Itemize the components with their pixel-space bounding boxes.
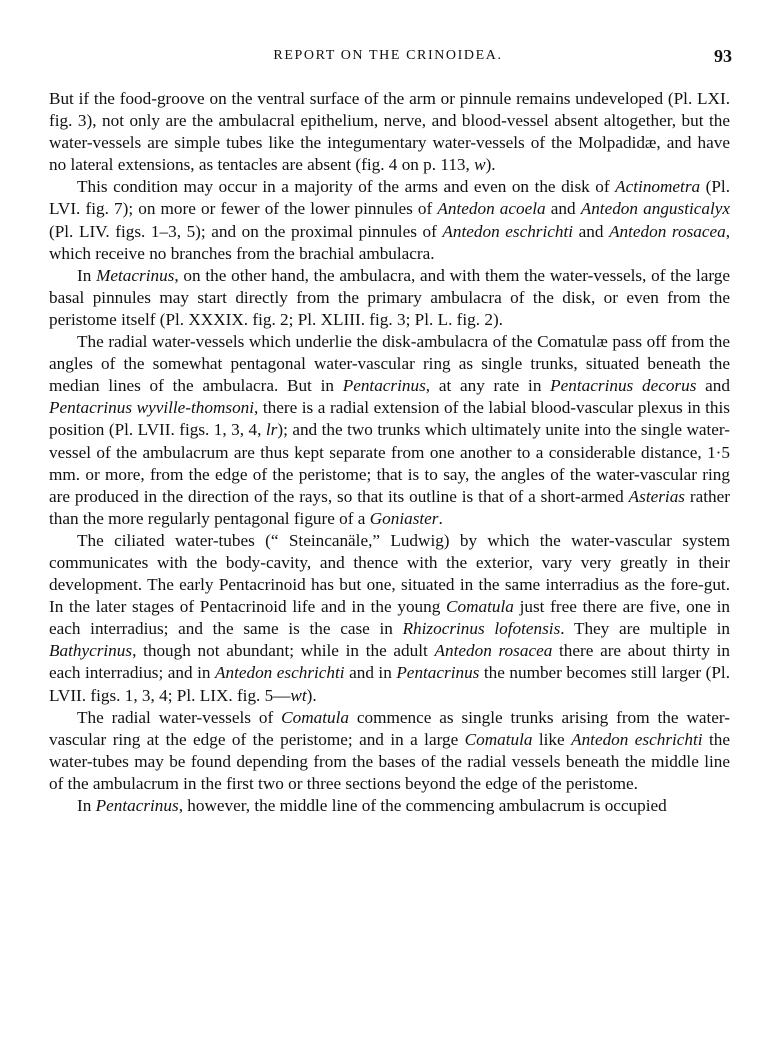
paragraph [49, 265, 730, 331]
italic-text: Comatula [281, 707, 349, 727]
italic-text: wt [290, 685, 307, 705]
text-run: , on the other hand, the ambulacra, and with them the water-vessels, of the large basal pinnules may start directly from the primary ambulacra of the disk, or even from the peristome itself (Pl. XXXIX. fig. 2; Pl. XLIII. fig. 3; Pl. L. fig. 2). [49, 265, 730, 329]
italic-text: Pentacrinus [95, 796, 179, 815]
text-run: , however, the middle line of the commencing ambulacrum is occupied [178, 796, 667, 815]
text-run: (Pl. LIV. figs. 1–3, 5); and on the proximal pinnules of [49, 221, 443, 241]
body-text [49, 88, 730, 817]
italic-text: w [474, 155, 486, 175]
text-run: The ciliated water-tubes (“ Steincanäle,” Ludwig) by which the water-vascular system communicates with the body-cavity, and thence with the exterior, vary very greatly in their development. The early Pentacrinoid has but one, situated in the same interradius as the fore-gut. In the later stages of Pentacrinoid life and in the young [49, 530, 730, 617]
text-run: . [438, 508, 443, 528]
text-run: like [532, 729, 572, 749]
text-run: The radial water-vessels which underlie the disk-ambulacra of the Comatulæ pass off from the angles of the somewhat pentagonal water-vascular ring as single trunks, situated beneath the median lines of the ambulacra. But in [49, 332, 730, 396]
paragraph [49, 530, 730, 707]
italic-text: Antedon angusticalyx [580, 199, 730, 219]
running-header [0, 46, 776, 70]
italic-text: Antedon eschrichti [442, 221, 574, 241]
italic-text: Antedon acoela [437, 199, 546, 219]
text-run: In [77, 796, 96, 815]
italic-text: Pentacrinus wyville-thomsoni [49, 398, 255, 418]
italic-text: Pentacrinus [342, 376, 426, 396]
italic-text: Goniaster [369, 508, 439, 528]
italic-text: Antedon rosacea [434, 641, 553, 661]
italic-text: Comatula [464, 729, 533, 749]
page-number: 93 [714, 46, 732, 66]
text-run: (Pl. LVI. fig. 7); on more or fewer of the lower pinnules of [49, 177, 730, 219]
italic-text: Antedon eschrichti [215, 663, 345, 683]
italic-text: Actinometra [615, 177, 701, 197]
text-run: This condition may occur in a majority of the arms and even on the disk of [77, 177, 616, 197]
paragraph [49, 88, 730, 176]
text-run: But if the food-groove on the ventral surface of the arm or pinnule remains undeveloped (Pl. LXI. fig. 3), not only are the ambulacral epithelium, nerve, and blood-vessel absent altogether, but the water-vessels are simple tubes like the integumentary water-vessels of the Molpadidæ, and have no lateral extensions, as tentacles are absent (fig. 4 on p. 113, [49, 89, 730, 175]
paragraph [49, 707, 730, 795]
text-run: and in [344, 663, 397, 683]
text-run: and [545, 199, 581, 219]
header-title: REPORT ON THE CRINOIDEA. [273, 48, 503, 63]
text-run: , at any rate in [425, 376, 551, 396]
text-run: and [573, 221, 610, 241]
paragraph [49, 331, 730, 530]
text-run: . They are multiple in [560, 619, 731, 639]
italic-text: Bathycrinus [49, 641, 133, 661]
text-run: the water-tubes may be found depending from the bases of the radial vessels beneath the middle line of the ambulacrum in the first two or three sections beyond the edge of the peristome. [49, 729, 731, 793]
text-run: and [696, 376, 730, 396]
text-run: just free there are five, one in each interradius; and the same is the case in [49, 597, 730, 639]
text-run: rather than the more regularly pentagonal figure of a [49, 486, 731, 528]
text-run: In [77, 265, 97, 285]
italic-text: Pentacrinus [396, 663, 480, 683]
italic-text: Pentacrinus decorus [550, 376, 697, 396]
text-run: the number becomes still larger (Pl. LVII. figs. 1, 3, 4; Pl. LIX. fig. 5— [49, 663, 730, 705]
text-run: ). [306, 685, 317, 705]
text-run: , which receive no branches from the brachial ambulacra. [49, 221, 731, 263]
text-run: commence as single trunks arising from the water-vascular ring at the edge of the peristome; and in a large [49, 707, 731, 749]
italic-text: Comatula [446, 597, 514, 617]
paragraph [49, 795, 730, 817]
italic-text: Rhizocrinus lofotensis [402, 619, 561, 639]
text-run: The radial water-vessels of [77, 707, 282, 727]
text-run: , there is a radial extension of the labial blood-vascular plexus in this position (Pl. LVII. figs. 1, 3, 4, [49, 398, 730, 440]
italic-text: lr [265, 420, 278, 440]
italic-text: Metacrinus [96, 265, 175, 285]
italic-text: Asterias [628, 486, 685, 506]
italic-text: Antedon eschrichti [571, 729, 703, 749]
text-run: , though not abundant; while in the adult [132, 641, 435, 661]
paragraph [49, 176, 730, 264]
text-run: ); and the two trunks which ultimately unite into the single water-vessel of the ambulacrum are thus kept separate from one another to a considerable distance, 1·5 mm. or more, from the edge of the peristome; that is to say, the angles of the water-vascular ring are produced in the direction of the rays, so that its outline is that of a short-armed [49, 420, 730, 506]
text-run: ). [485, 155, 496, 175]
italic-text: Antedon rosacea [609, 221, 726, 241]
text-run: there are about thirty in each interradius; and in [49, 641, 731, 683]
